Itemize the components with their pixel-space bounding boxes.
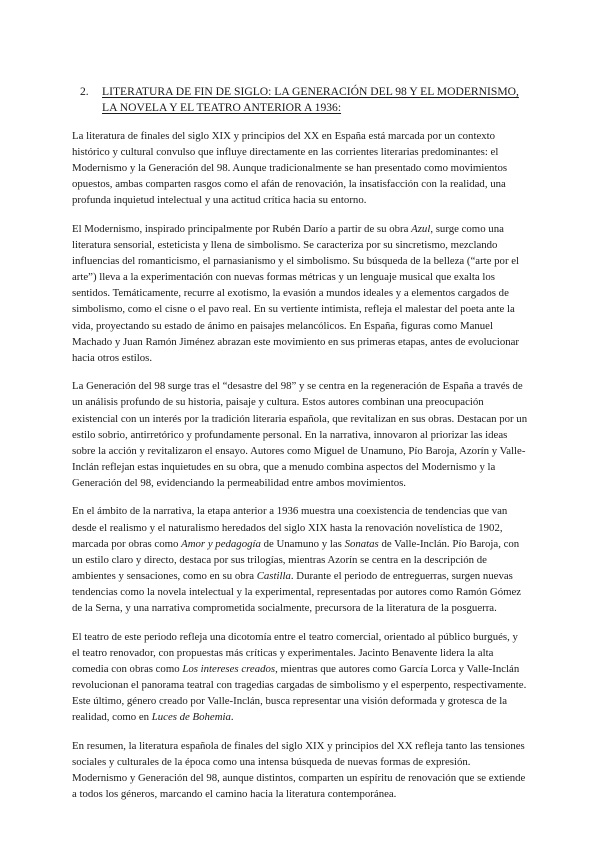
text-run: En el ámbito de la narrativa, la etapa anterior a 1936 muestra una coexistencia de tendencias que van desde el realismo y el naturalismo heredados del siglo XIX hasta la renovación novelística de 1902, marcada por obras como [72, 505, 508, 550]
text-run: , surge como una literatura sensorial, esteticista y llena de simbolismo. Se caracteriza por su sincretismo, mezclando influencias del romanticismo, el parnasianismo y el simbolismo. Su búsqueda de la belleza (“arte por el arte”) lleva a la experimentación con nuevas formas métricas y un lenguaje musical que exalta los sentidos. Temáticamente, recurre al exotismo, la evasión a mundos ideales y a elementos cargados de simbolismo, como el cisne o el pavo real. En su vertiente intimista, refleja el malestar del poeta ante la vida, proyectando su estado de ánimo en paisajes melancólicos. En España, figuras como Manuel Machado y Juan Ramón Jiménez abrazan este movimiento en sus primeras etapas, antes de evolucionar hacia otros estilos. [72, 222, 520, 364]
section-heading [72, 84, 528, 116]
heading-title: LITERATURA DE FIN DE SIGLO: LA GENERACIÓN DEL 98 Y EL MODERNISMO, LA NOVELA Y EL TEATRO ANTERIOR A 1936: [102, 85, 519, 114]
work-title-azul: Azul [411, 222, 431, 235]
work-title-castilla: Castilla [256, 569, 291, 582]
work-title-luces-de-bohemia: Luces de Bohemia [151, 711, 231, 724]
work-title-intereses-creados: Los intereses creados [182, 662, 276, 675]
paragraph-narrativa [72, 503, 528, 616]
text-run: de Unamuno y las [260, 537, 345, 550]
text-run: . [230, 711, 234, 724]
work-title-amor-y-pedagogia: Amor y pedagogía [181, 537, 261, 550]
heading-number: 2. [80, 85, 89, 98]
text-run: , mientras que autores como García Lorca y Valle-Inclán revolucionan el panorama teatral con tragedias cargadas de simbolismo y el esperpento, respectivamente. Este último, género creado por Valle-Inclán, busca representar una visión deformada y grotesca de la realidad, como en [72, 662, 527, 724]
paragraph-teatro [72, 629, 528, 726]
text-run: El teatro de este periodo refleja una dicotomía entre el teatro comercial, orientado al público burgués, y el teatro renovador, con propuestas más críticas y experimentales. Jacinto Benavente lidera la alta comedia con obras como [72, 630, 518, 675]
paragraph-conclusion: En resumen, la literatura española de finales del siglo XIX y principios del XX refleja tanto las tensiones sociales y culturales de la época como una intensa búsqueda de nuevas formas de expresión. Modernismo y Generación del 98, aunque distintos, comparten un espíritu de renovación que se extiende a todos los géneros, marcando el camino hacia la literatura contemporánea. [72, 739, 526, 800]
text-run: El Modernismo, inspirado principalmente por Rubén Darío a partir de su obra [72, 222, 412, 235]
paragraph-generacion-98: La Generación del 98 surge tras el “desastre del 98” y se centra en la regeneración de España a través de un análisis profundo de su historia, paisaje y cultura. Estos autores combinan una preocupación existencial con un interés por la tradición literaria española, que revitalizan en sus obras. Destacan por un estilo sobrio, antirretórico y profundamente personal. En la narrativa, innovaron al priorizar las ideas sobre la acción y revitalizaron el ensayo. Autores como Miguel de Unamuno, Pío Baroja, Azorín y Valle-Inclán reflejan estas inquietudes en su obra, que a menudo combina aspectos del Modernismo y la Generación del 98, evidenciando la permeabilidad entre ambos movimientos. [72, 380, 528, 489]
text-run: . Durante el periodo de entreguerras, surgen nuevas tendencias como la novela intelectual y la experimental, representadas por autores como Ramón Gómez de la Serna, y una narrativa comprometida socialmente, precursora de la literatura de la posguerra. [72, 569, 522, 615]
paragraph-modernismo [72, 221, 528, 366]
paragraph-intro: La literatura de finales del siglo XIX y principios del XX en España está marcada por un contexto histórico y cultural convulso que influye directamente en las corrientes literarias predominantes: el Modernismo y la Generación del 98. Aunque tradicionalmente se han presentado como movimientos opuestos, ambas comparten rasgos como el afán de renovación, la insatisfacción con la realidad, una profunda inquietud intelectual y una actitud crítica hacia su entorno. [72, 130, 508, 207]
text-run: de Valle-Inclán. Pío Baroja, con un estilo claro y directo, destaca por sus trilogías, mientras Azorín se centra en la descripción de ambientes y sensaciones, como en su obra [72, 537, 520, 582]
work-title-sonatas: Sonatas [344, 537, 379, 550]
